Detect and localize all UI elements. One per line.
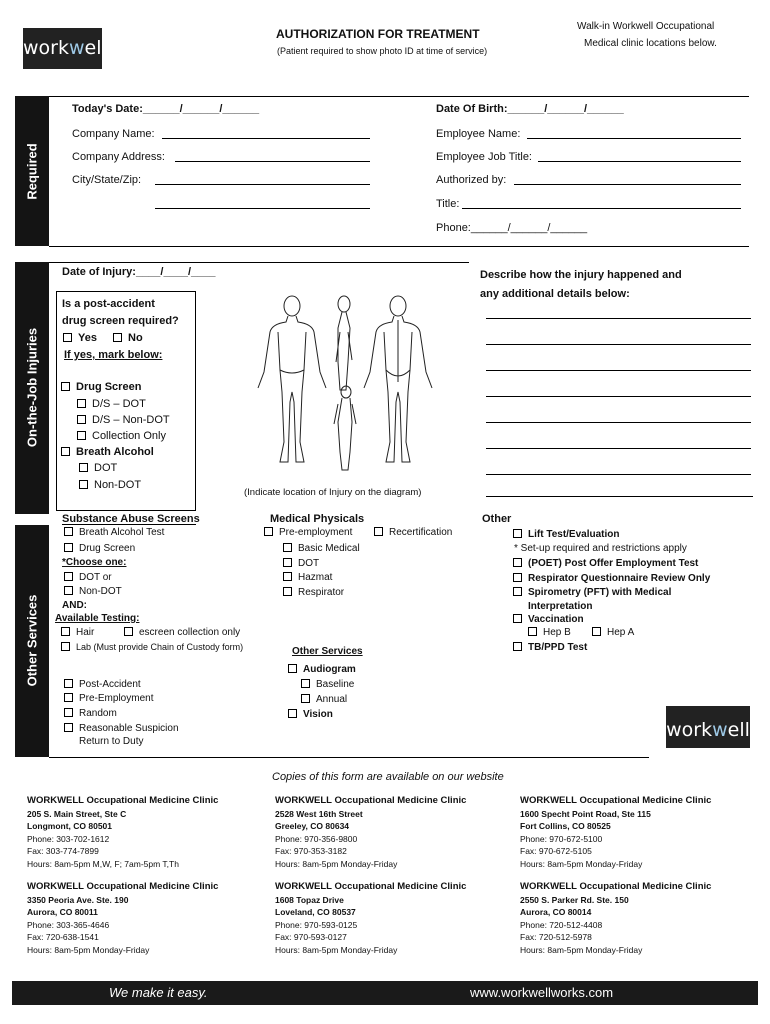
clinic-fort-collins <box>520 795 711 870</box>
clinic-fax: Fax: 970-353-3182 <box>275 846 347 856</box>
choose-one-note: *Choose one: <box>62 557 127 568</box>
describe-line-4[interactable] <box>486 396 751 397</box>
describe-line-1[interactable] <box>486 318 751 319</box>
post-accident-checkbox[interactable] <box>64 679 73 688</box>
poet-option[interactable] <box>513 558 698 569</box>
workwell-logo-bottom <box>666 706 750 748</box>
clinic-fax: Fax: 970-672-5105 <box>520 846 592 856</box>
clinic-city: Longmont, CO 80501 <box>27 821 113 831</box>
clinic-phone: Phone: 303-365-4646 <box>27 919 110 930</box>
describe-injury-2: any additional details below: <box>480 288 630 300</box>
reasonable-suspicion-label: Reasonable Suspicion <box>79 723 179 734</box>
injuries-sidebar-label: On-the-Job Injuries <box>24 327 40 448</box>
describe-injury-1: Describe how the injury happened and <box>480 269 682 281</box>
clinic-phone: Phone: 303-702-1612 <box>27 833 110 844</box>
vision-label: Vision <box>303 709 333 720</box>
hep-b-option[interactable] <box>528 627 571 638</box>
ds-dot-label: D/S – DOT <box>92 398 146 410</box>
breath-alcohol-checkbox[interactable] <box>61 447 70 456</box>
clinic-phone: Phone: 970-593-0125 <box>275 919 358 930</box>
describe-line-3[interactable] <box>486 370 751 371</box>
clinic-fax: Fax: 720-512-5978 <box>520 932 592 942</box>
non-dot-label: Non-DOT <box>79 586 122 597</box>
collection-only-checkbox[interactable] <box>77 431 86 440</box>
hair-option[interactable] <box>61 627 94 638</box>
city-state-zip-input-2[interactable] <box>155 208 370 209</box>
post-accident-question-1: Is a post-accident <box>62 298 155 310</box>
baseline-option[interactable] <box>301 679 354 690</box>
ba-non-dot-checkbox[interactable] <box>79 480 88 489</box>
poet-checkbox[interactable] <box>513 558 522 567</box>
baseline-checkbox[interactable] <box>301 679 310 688</box>
drug-screen-label: Drug Screen <box>76 381 142 393</box>
company-name-input[interactable] <box>162 138 370 139</box>
clinic-fax: Fax: 720-638-1541 <box>27 932 99 942</box>
respirator-checkbox[interactable] <box>283 587 292 596</box>
clinic-hours: Hours: 8am-5pm Monday-Friday <box>275 858 398 869</box>
spirometry-option[interactable] <box>513 587 671 598</box>
clinic-name: WORKWELL Occupational Medicine Clinic <box>27 881 219 892</box>
walkin-note-2: Medical clinic locations below. <box>584 38 717 49</box>
lift-test-checkbox[interactable] <box>513 529 522 538</box>
lab-checkbox[interactable] <box>61 642 70 651</box>
respirator-q-label: Respirator Questionnaire Review Only <box>528 573 711 584</box>
describe-line-2[interactable] <box>486 344 751 345</box>
footer-url[interactable]: www.workwellworks.com <box>470 985 614 1000</box>
hep-a-label: Hep A <box>607 627 635 638</box>
clinic-city: Aurora, CO 80014 <box>520 907 592 917</box>
dot-or-checkbox[interactable] <box>64 572 73 581</box>
annual-label: Annual <box>316 694 348 705</box>
no-label: No <box>128 332 143 344</box>
copies-note: Copies of this form are available on our website <box>272 771 504 783</box>
annual-checkbox[interactable] <box>301 694 310 703</box>
hep-a-option[interactable] <box>592 627 634 638</box>
random-checkbox[interactable] <box>64 708 73 717</box>
spirometry-label: Spirometry (PFT) with Medical <box>528 587 672 598</box>
injuries-sidebar <box>15 262 49 514</box>
logo-bottom-accent: w <box>712 719 728 741</box>
form-subtitle: (Patient required to show photo ID at time of service) <box>277 46 488 56</box>
breath-alcohol-option[interactable] <box>61 446 154 458</box>
other-services-subheader: Other Services <box>292 646 363 657</box>
authorized-by-label: Authorized by: <box>436 174 507 186</box>
clinic-loveland <box>275 881 466 956</box>
ds-non-dot-option[interactable] <box>77 414 170 426</box>
todays-date-field[interactable]: Today's Date:______/______/______ <box>72 103 260 115</box>
escreen-checkbox[interactable] <box>124 627 133 636</box>
employee-job-title-label: Employee Job Title: <box>436 151 532 163</box>
yes-option[interactable] <box>63 332 97 344</box>
ds-non-dot-label: D/S – Non-DOT <box>92 414 170 426</box>
body-diagram[interactable] <box>250 292 440 474</box>
post-accident-option[interactable] <box>64 679 141 690</box>
clinic-address: 205 S. Main Street, Ste C <box>27 808 127 819</box>
audiogram-checkbox[interactable] <box>288 664 297 673</box>
hazmat-checkbox[interactable] <box>283 572 292 581</box>
no-option[interactable] <box>113 332 143 344</box>
pre-employment-mp-checkbox[interactable] <box>264 527 273 536</box>
basic-medical-checkbox[interactable] <box>283 543 292 552</box>
basic-medical-option[interactable] <box>283 543 360 554</box>
respirator-option[interactable] <box>283 587 344 598</box>
setup-note: * Set-up required and restrictions apply <box>514 543 687 554</box>
breath-alcohol-test-checkbox[interactable] <box>64 527 73 536</box>
mp-dot-label: DOT <box>298 558 320 569</box>
clinic-address: 3350 Peoria Ave. Ste. 190 <box>27 894 129 905</box>
respirator-q-option[interactable] <box>513 573 710 584</box>
hair-label: Hair <box>76 627 95 638</box>
vision-checkbox[interactable] <box>288 709 297 718</box>
logo-text-accent: w <box>68 37 85 59</box>
clinic-longmont <box>27 795 218 870</box>
reasonable-suspicion-checkbox[interactable] <box>64 723 73 732</box>
clinic-phone: Phone: 720-512-4408 <box>520 919 603 930</box>
breath-alcohol-test-option[interactable] <box>64 527 164 538</box>
hep-b-checkbox[interactable] <box>528 627 537 636</box>
if-yes-note: If yes, mark below: <box>64 349 163 361</box>
no-checkbox[interactable] <box>113 333 122 342</box>
clinic-hours: Hours: 8am-5pm M,W, F; 7am-5pm T,Th <box>27 858 179 869</box>
company-name-label: Company Name: <box>72 128 155 140</box>
recertification-label: Recertification <box>389 527 453 538</box>
clinic-fax: Fax: 970-593-0127 <box>275 932 347 942</box>
drug-screen-service-option[interactable] <box>64 543 135 554</box>
clinic-name: WORKWELL Occupational Medicine Clinic <box>275 881 467 892</box>
return-to-duty-label: Return to Duty <box>79 736 144 747</box>
vision-option[interactable] <box>288 709 333 720</box>
required-sidebar <box>15 96 49 246</box>
clinic-greeley <box>275 795 466 870</box>
clinic-hours: Hours: 8am-5pm Monday-Friday <box>520 858 643 869</box>
authorized-by-input[interactable] <box>514 184 741 185</box>
yes-label: Yes <box>78 332 97 344</box>
annual-option[interactable] <box>301 694 347 705</box>
mp-dot-option[interactable] <box>283 558 319 569</box>
employee-job-title-input[interactable] <box>538 161 741 162</box>
required-sidebar-label: Required <box>24 143 40 200</box>
footer-bar <box>12 981 758 1005</box>
hazmat-label: Hazmat <box>298 572 333 583</box>
vaccination-checkbox[interactable] <box>513 614 522 623</box>
random-option[interactable] <box>64 708 117 719</box>
clinic-city: Fort Collins, CO 80525 <box>520 821 611 831</box>
company-address-label: Company Address: <box>72 151 165 163</box>
poet-label: (POET) Post Offer Employment Test <box>528 558 699 569</box>
hair-checkbox[interactable] <box>61 627 70 636</box>
date-of-injury-field[interactable]: Date of Injury:____/____/____ <box>62 266 216 278</box>
lift-test-label: Lift Test/Evaluation <box>528 529 620 540</box>
clinic-address: 2550 S. Parker Rd. Ste. 150 <box>520 894 629 905</box>
non-dot-checkbox[interactable] <box>64 586 73 595</box>
describe-line-8[interactable] <box>486 496 753 497</box>
lab-option[interactable] <box>61 642 243 652</box>
describe-line-7[interactable] <box>486 474 751 475</box>
lab-label: Lab (Must provide Chain of Custody form) <box>76 642 244 652</box>
clinic-hours: Hours: 8am-5pm Monday-Friday <box>27 944 150 955</box>
injuries-top-rule <box>49 262 469 263</box>
respirator-q-checkbox[interactable] <box>513 573 522 582</box>
clinic-city: Aurora, CO 80011 <box>27 907 98 917</box>
dot-or-option[interactable] <box>64 572 112 583</box>
logo-bottom-end: ell <box>727 719 750 741</box>
describe-line-5[interactable] <box>486 422 751 423</box>
hazmat-option[interactable] <box>283 572 332 583</box>
audiogram-option[interactable] <box>288 664 356 675</box>
escreen-option[interactable] <box>124 627 240 638</box>
drug-screen-service-label: Drug Screen <box>79 543 136 554</box>
clinic-name: WORKWELL Occupational Medicine Clinic <box>520 795 712 806</box>
drug-screen-service-checkbox[interactable] <box>64 543 73 552</box>
clinic-address: 1600 Specht Point Road, Ste 115 <box>520 808 651 819</box>
clinic-name: WORKWELL Occupational Medicine Clinic <box>27 795 219 806</box>
services-bottom-rule <box>49 757 649 758</box>
yes-checkbox[interactable] <box>63 333 72 342</box>
breath-alcohol-label: Breath Alcohol <box>76 446 154 458</box>
reasonable-suspicion-option[interactable] <box>64 723 179 734</box>
clinic-aurora-parker <box>520 881 711 956</box>
escreen-label: escreen collection only <box>139 627 241 638</box>
ba-non-dot-label: Non-DOT <box>94 479 142 491</box>
describe-line-6[interactable] <box>486 448 751 449</box>
respirator-label: Respirator <box>298 587 345 598</box>
dob-field[interactable]: Date Of Birth:______/______/______ <box>436 103 624 115</box>
random-label: Random <box>79 708 117 719</box>
pre-employment-checkbox[interactable] <box>64 693 73 702</box>
recertification-option[interactable] <box>374 527 452 538</box>
mp-header: Medical Physicals <box>270 513 365 525</box>
recertification-checkbox[interactable] <box>374 527 383 536</box>
drug-screen-checkbox[interactable] <box>61 382 70 391</box>
ds-dot-checkbox[interactable] <box>77 399 86 408</box>
vaccination-option[interactable] <box>513 614 584 625</box>
clinic-hours: Hours: 8am-5pm Monday-Friday <box>520 944 643 955</box>
breath-alcohol-test-label: Breath Alcohol Test <box>79 527 165 538</box>
clinic-city: Greeley, CO 80634 <box>275 821 350 831</box>
clinic-address: 1608 Topaz Drive <box>275 894 344 905</box>
collection-only-label: Collection Only <box>92 430 166 442</box>
clinic-hours: Hours: 8am-5pm Monday-Friday <box>275 944 398 955</box>
tb-label: TB/PPD Test <box>528 642 588 653</box>
services-sidebar-label: Other Services <box>24 594 40 687</box>
pre-employment-mp-label: Pre-employment <box>279 527 353 538</box>
and-note: AND: <box>62 600 87 611</box>
non-dot-option[interactable] <box>64 586 122 597</box>
audiogram-label: Audiogram <box>303 664 356 675</box>
dot-or-label: DOT or <box>79 572 112 583</box>
ba-dot-option[interactable] <box>79 462 117 474</box>
city-state-zip-input[interactable] <box>155 184 370 185</box>
clinic-address: 2528 West 16th Street <box>275 808 363 819</box>
services-sidebar <box>15 525 49 757</box>
pre-employment-mp-option[interactable] <box>264 527 352 538</box>
clinic-phone: Phone: 970-356-9800 <box>275 833 358 844</box>
clinic-aurora-peoria <box>27 881 218 956</box>
employee-name-input[interactable] <box>527 138 741 139</box>
lift-test-option[interactable] <box>513 529 620 540</box>
ba-dot-checkbox[interactable] <box>79 463 88 472</box>
required-bottom-rule <box>49 246 749 247</box>
title-input[interactable] <box>462 208 741 209</box>
clinic-phone: Phone: 970-672-5100 <box>520 833 603 844</box>
baseline-label: Baseline <box>316 679 355 690</box>
hep-b-label: Hep B <box>543 627 571 638</box>
company-address-input[interactable] <box>175 161 370 162</box>
ba-non-dot-option[interactable] <box>79 479 141 491</box>
phone-field[interactable]: Phone:______/______/______ <box>436 222 588 234</box>
clinic-name: WORKWELL Occupational Medicine Clinic <box>520 881 712 892</box>
form-title: AUTHORIZATION FOR TREATMENT <box>276 27 480 41</box>
spirometry-label-2: Interpretation <box>528 601 593 612</box>
logo-bottom-text: work <box>666 719 713 741</box>
sas-header: Substance Abuse Screens <box>62 513 200 525</box>
ba-dot-label: DOT <box>94 462 118 474</box>
available-testing-note: Available Testing: <box>55 613 140 624</box>
ds-dot-option[interactable] <box>77 398 146 410</box>
ds-non-dot-checkbox[interactable] <box>77 415 86 424</box>
required-top-rule <box>49 96 749 97</box>
workwell-logo-top <box>23 28 107 69</box>
post-accident-label: Post-Accident <box>79 679 141 690</box>
walkin-note-1: Walk-in Workwell Occupational <box>577 21 715 32</box>
other-header: Other <box>482 513 512 525</box>
post-accident-question-2: drug screen required? <box>62 315 179 327</box>
diagram-caption: (Indicate location of Injury on the diagram) <box>244 487 422 498</box>
hep-a-checkbox[interactable] <box>592 627 601 636</box>
basic-medical-label: Basic Medical <box>298 543 360 554</box>
logo-text: work <box>23 37 69 59</box>
title-label: Title: <box>436 198 460 210</box>
vaccination-label: Vaccination <box>528 614 584 625</box>
mp-dot-checkbox[interactable] <box>283 558 292 567</box>
logo-text-end: ell <box>84 37 107 59</box>
clinic-name: WORKWELL Occupational Medicine Clinic <box>275 795 467 806</box>
city-state-zip-label: City/State/Zip: <box>72 174 142 186</box>
tb-option[interactable] <box>513 642 587 653</box>
tb-checkbox[interactable] <box>513 642 522 651</box>
employee-name-label: Employee Name: <box>436 128 521 140</box>
spirometry-checkbox[interactable] <box>513 587 522 596</box>
pre-employment-label: Pre-Employment <box>79 693 154 704</box>
footer-tagline: We make it easy. <box>109 985 208 1000</box>
drug-screen-option[interactable] <box>61 381 141 393</box>
clinic-fax: Fax: 303-774-7899 <box>27 846 99 856</box>
pre-employment-option[interactable] <box>64 693 153 704</box>
collection-only-option[interactable] <box>77 430 166 442</box>
sas-header-rule <box>62 524 196 525</box>
clinic-city: Loveland, CO 80537 <box>275 907 356 917</box>
